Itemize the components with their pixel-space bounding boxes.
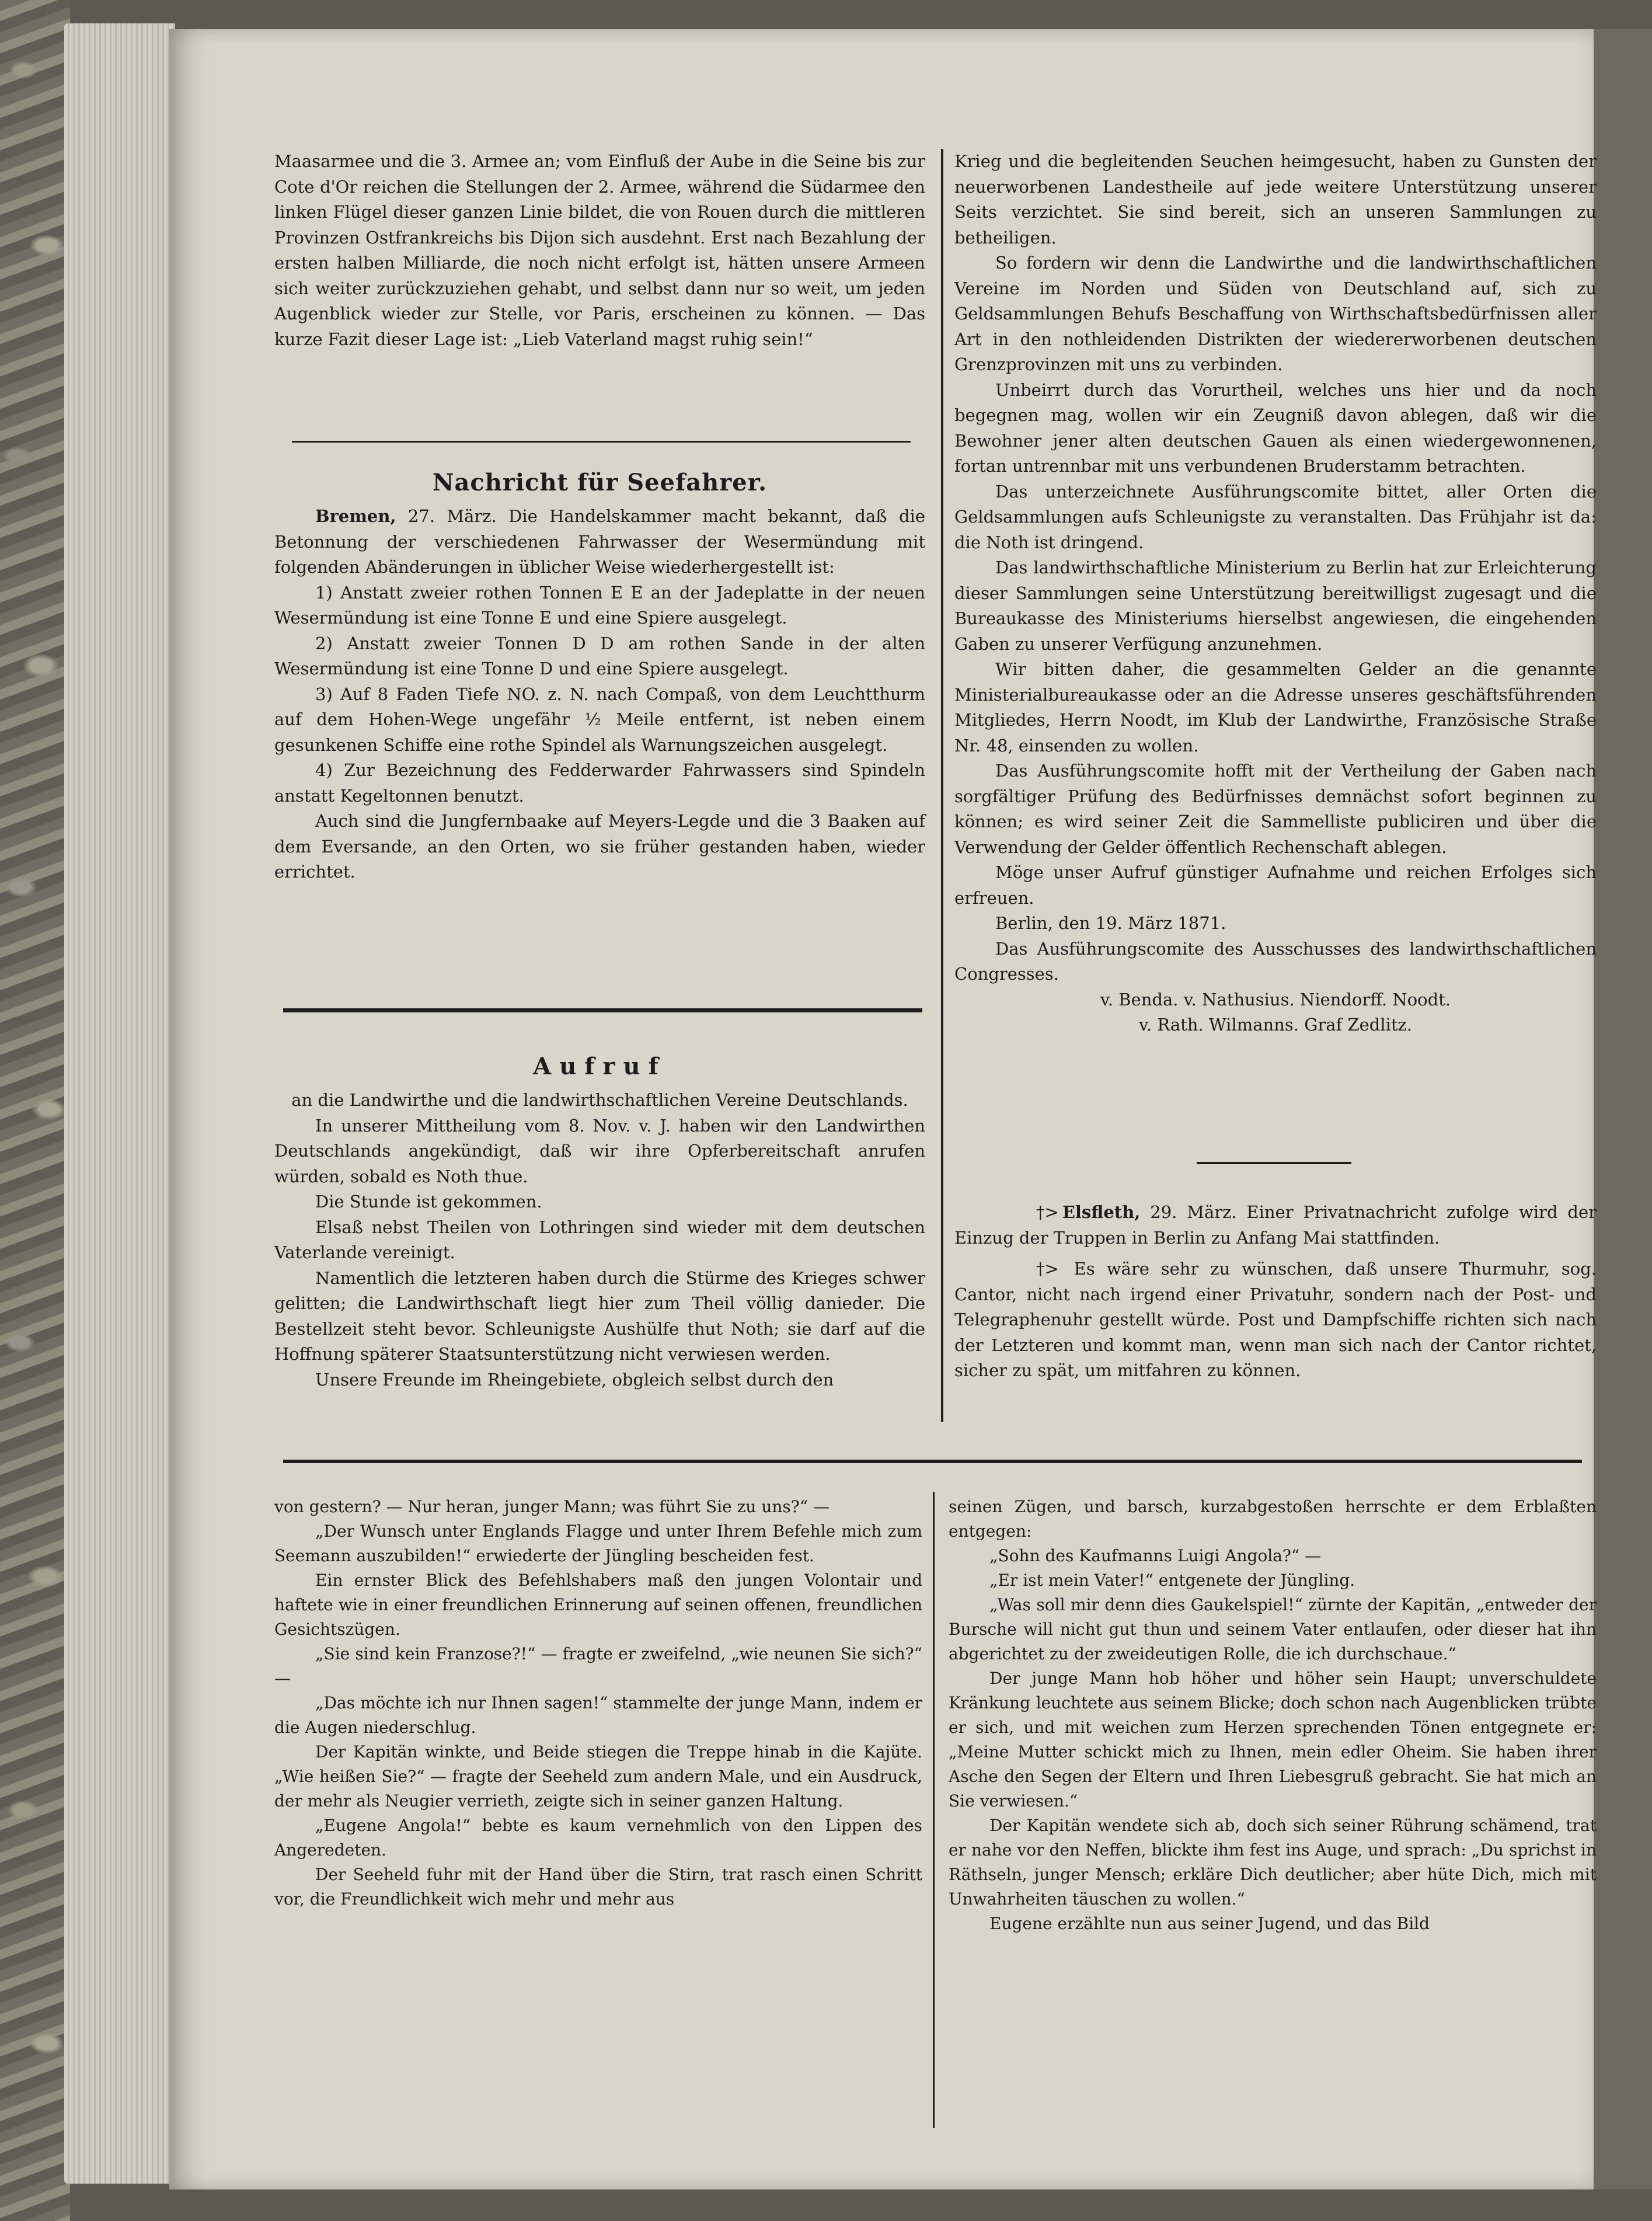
dateline-place: Bremen, bbox=[315, 506, 396, 526]
aufruf-names: v. Benda. v. Nathusius. Niendorff. Noodt. bbox=[1100, 989, 1451, 1009]
aufruf-paragraph: Namentlich die letzteren haben durch die Stürme des Krieges schwer gelitten; die Landwirthschaft liegt hier zum Theil völlig danieder. Die Bestellzeit steht bevor. Schleunigste Aushülfe thut Noth; sie darf auf die Hoffnung späterer Staatsunterstützung nicht verwiesen werden. bbox=[274, 1268, 925, 1364]
article-continuation: Maasarmee und die 3. Armee an; vom Einfluß der Aube in die Seine bis zur Cote d'Or reichen die Stellungen der 2. Armee, während die Südarmee den linken Flügel dieser ganzen Linie bildet, die von Rouen durch die mittleren Provinzen Ostfrankreichs bis Dijon sich ausdehnt. Erst nach Bezahlung der ersten halben Milliarde, die noch nicht erfolgt ist, hätten unsere Armeen sich weiter zurückzuziehen gehabt, und selbst dann nur so weit, um jeden Augenblick wieder zur Stelle, vor Paris, erscheinen zu können. — Das kurze Fazit dieser Lage ist: „Lieb Vaterland magst ruhig sein!“ bbox=[274, 151, 925, 349]
short-rule bbox=[1197, 1162, 1351, 1164]
seefahrer-item: Auch sind die Jungfernbaake auf Meyers-Legde und die 3 Baaken auf dem Eversande, an den Orten, wo sie früher gestanden haben, wieder errichtet. bbox=[274, 811, 925, 882]
seefahrer-article bbox=[274, 458, 925, 885]
feuilleton-left bbox=[274, 1495, 922, 1912]
feuilleton-paragraph: Der Kapitän wendete sich ab, doch sich seiner Rührung schämend, trat er nahe vor den Neffen, blickte ihm fest ins Auge, und sprach: „Du sprichst in Räthseln, junger Mensch; erkläre Dich deutlicher; aber hüte Dich, mich mit Unwahrheiten täuschen zu wollen.“ bbox=[949, 1816, 1597, 1909]
feuilleton-paragraph: Ein ernster Blick des Befehlshabers maß den jungen Volontair und haftete wie in einer freundlichen Erinnerung auf seinen offenen, freundlichen Gesichtszügen. bbox=[274, 1571, 922, 1639]
seefahrer-lead bbox=[274, 504, 925, 580]
feuilleton-paragraph: „Sie sind kein Franzose?!“ — fragte er zweifelnd, „wie neunen Sie sich?“ — bbox=[274, 1644, 922, 1688]
aufruf-paragraph: Das landwirthschaftliche Ministerium zu Berlin hat zur Erleichterung dieser Sammlungen seine Unterstützung bereitwilligst zugesagt und die Bureaukasse des Ministeriums hierselbst angewiesen, die eingehenden Gaben zu unserer Verfügung anzunehmen. bbox=[954, 558, 1597, 654]
feuilleton-paragraph: „Er ist mein Vater!“ entgenete der Jüngling. bbox=[989, 1571, 1355, 1590]
dagger-mark: †> bbox=[1036, 1259, 1059, 1279]
aufruf-names: v. Rath. Wilmanns. Graf Zedlitz. bbox=[1138, 1015, 1413, 1035]
feuilleton-paragraph: Der junge Mann hob höher und höher sein Haupt; unverschuldete Kränkung leuchtete aus seinem Blicke; doch schon nach Augenblicken trübte er sich, und mit weichen zum Herzen sprechenden Tönen entgegnete er: „Meine Mutter schickt mich zu Ihnen, mein edler Oheim. Sie haben ihrer Asche den Segen der Eltern und Ihren Liebesgruß gebracht. Sie hat mich an Sie verwiesen.“ bbox=[949, 1669, 1597, 1811]
dateline-text: 29. März. Einer Privatnachricht zufolge wird der Einzug der Truppen in Berlin zu Anfang Mai stattfinden. bbox=[954, 1202, 1597, 1248]
aufruf-right bbox=[954, 149, 1597, 1038]
aufruf-left bbox=[274, 1042, 925, 1393]
aufruf-paragraph: Unbeirrt durch das Vorurtheil, welches uns hier und da noch begegnen mag, wollen wir ein Zeugniß davon ablegen, daß wir die Bewohner jener alten deutschen Gauen als einen wiedergewonnenen, fortan untrennbar mit uns verbundenen Bruderstamm betrachten. bbox=[954, 380, 1597, 476]
seefahrer-item: 2) Anstatt zweier Tonnen D D am rothen Sande in der alten Wesermündung ist eine Tonne D und eine Spiere ausgelegt. bbox=[274, 633, 925, 678]
elsfleth-note: †> Es wäre sehr zu wünschen, daß unsere Thurmuhr, sog. Cantor, nicht nach irgend einer Privatuhr, sondern nach der Post- und Telegraphenuhr gestellt würde. Post und Dampfschiffe richten sich nach der Letzteren und kommt man, wenn man sich nach der Cantor richtet, sicher zu spät, um mitfahren zu können. bbox=[954, 1256, 1597, 1384]
elsfleth-article bbox=[954, 1200, 1597, 1384]
aufruf-date: Berlin, den 19. März 1871. bbox=[995, 913, 1226, 933]
section-rule bbox=[292, 441, 911, 443]
aufruf-paragraph: Das unterzeichnete Ausführungscomite bittet, aller Orten die Geldsammlungen aufs Schleunigste zu veranstalten. Das Frühjahr ist da: die Noth ist dringend. bbox=[954, 481, 1597, 552]
aufruf-headline: Aufruf bbox=[533, 1053, 667, 1080]
aufruf-paragraph: Das Ausführungscomite hofft mit der Vertheilung der Gaben nach sorgfältiger Prüfung des Bedürfnisses demnächst sofort beginnen zu können; es wird seiner Zeit die Sammelliste publiciren und über die Verwendung der Gelder öffentlich Rechenschaft ablegen. bbox=[954, 761, 1597, 857]
feuilleton-paragraph: „Der Wunsch unter Englands Flagge und unter Ihrem Befehle mich zum Seemann auszubilden!“ erwiederte der Jüngling bescheiden fest. bbox=[274, 1522, 922, 1565]
seefahrer-item: 3) Auf 8 Faden Tiefe NO. z. N. nach Compaß, von dem Leuchtthurm auf dem Hohen-Wege ungefähr ½ Meile entfernt, ist neben einem gesunkenen Schiffe eine rothe Spindel als Warnungszeichen ausgelegt. bbox=[274, 684, 925, 755]
aufruf-paragraph: Wir bitten daher, die gesammelten Gelder an die genannte Ministerialbureaukasse oder an die Adresse unseres geschäftsführenden Mitgliedes, Herrn Noodt, im Klub der Landwirthe, Französische Straße Nr. 48, einsenden zu wollen. bbox=[954, 659, 1597, 756]
elsfleth-news bbox=[954, 1200, 1597, 1251]
aufruf-subtitle: an die Landwirthe und die landwirthschaftlichen Vereine Deutschlands. bbox=[291, 1090, 908, 1110]
page-stack-edge bbox=[64, 23, 175, 2184]
feuilleton-paragraph: von gestern? — Nur heran, junger Mann; was führt Sie zu uns?“ — bbox=[274, 1497, 830, 1516]
upper-left-column bbox=[274, 149, 925, 352]
feuilleton-paragraph: „Eugene Angola!“ bebte es kaum vernehmlich von den Lippen des Angeredeten. bbox=[274, 1816, 922, 1860]
feuilleton-paragraph: Eugene erzählte nun aus seiner Jugend, und das Bild bbox=[989, 1914, 1430, 1933]
aufruf-paragraph: So fordern wir denn die Landwirthe und die landwirthschaftlichen Vereine im Norden und Süden von Deutschland auf, sich zu Geldsammlungen Behufs Beschaffung von Wirthschaftsbedürfnissen aller Art in den nothleidenden Distrikten der wiedererworbenen deutschen Grenzprovinzen mit uns zu verbinden. bbox=[954, 253, 1597, 374]
section-rule-thick bbox=[283, 1008, 922, 1012]
seefahrer-item: 4) Zur Bezeichnung des Fedderwarder Fahrwassers sind Spindeln anstatt Kegeltonnen benutzt. bbox=[274, 760, 925, 806]
marbled-book-edge bbox=[0, 0, 70, 2221]
seefahrer-headline: Nachricht für Seefahrer. bbox=[432, 469, 768, 496]
feuilleton-divider bbox=[933, 1492, 935, 2128]
dagger-mark: †> bbox=[1036, 1202, 1059, 1222]
feuilleton-paragraph: „Das möchte ich nur Ihnen sagen!“ stammelte der junge Mann, indem er die Augen niederschlug. bbox=[274, 1693, 922, 1737]
aufruf-paragraph: Krieg und die begleitenden Seuchen heimgesucht, haben zu Gunsten der neuerworbenen Landestheile auf jede weitere Unterstützung unserer Seits verzichtet. Sie sind bereit, sich an unseren Sammlungen zu betheiligen. bbox=[954, 151, 1597, 248]
book-cover-edge bbox=[1594, 29, 1652, 2189]
feuilleton-paragraph: „Sohn des Kaufmanns Luigi Angola?“ — bbox=[989, 1546, 1322, 1565]
dateline-place: Elsfleth, bbox=[1062, 1202, 1141, 1222]
aufruf-paragraph: Unsere Freunde im Rheingebiete, obgleich selbst durch den bbox=[315, 1369, 834, 1390]
seefahrer-item: 1) Anstatt zweier rothen Tonnen E E an der Jadeplatte in der neuen Wesermündung ist eine Tonne E und eine Spiere ausgelegt. bbox=[274, 582, 925, 628]
feuilleton-paragraph: seinen Zügen, und barsch, kurzabgestoßen herrschte er dem Erblaßten entgegen: bbox=[949, 1497, 1597, 1541]
aufruf-paragraph: In unserer Mittheilung vom 8. Nov. v. J. haben wir den Landwirthen Deutschlands angekündigt, daß wir ihre Opferbereitschaft anrufen würden, sobald es Noth thue. bbox=[274, 1115, 925, 1186]
aufruf-signature: Das Ausführungscomite des Ausschusses des landwirthschaftlichen Congresses. bbox=[954, 938, 1597, 984]
aufruf-paragraph: Möge unser Aufruf günstiger Aufnahme und reichen Erfolges sich erfreuen. bbox=[954, 862, 1597, 908]
feuilleton-paragraph: Der Kapitän winkte, und Beide stiegen die Treppe hinab in die Kajüte. „Wie heißen Sie?“ — fragte der Seeheld zum andern Male, und ein Ausdruck, der mehr als Neugier verrieth, zeigte sich in seiner ganzen Haltung. bbox=[274, 1742, 922, 1811]
column-divider bbox=[941, 149, 943, 1422]
aufruf-paragraph: Elsaß nebst Theilen von Lothringen sind wieder mit dem deutschen Vaterlande vereinigt. bbox=[274, 1217, 925, 1262]
feuilleton-right bbox=[949, 1495, 1597, 1936]
aufruf-paragraph: Die Stunde ist gekommen. bbox=[315, 1192, 542, 1212]
feuilleton-paragraph: „Was soll mir denn dies Gaukelspiel!“ zürnte der Kapitän, „entweder der Bursche will nicht gut thun und seinem Vater entlaufen, oder dieser hat ihn abgerichtet zu der zweideutigen Rolle, die ich durchschaue.“ bbox=[949, 1595, 1597, 1663]
feuilleton-rule bbox=[283, 1460, 1582, 1463]
dateline-text: 27. März. Die Handelskammer macht bekannt, daß die Betonnung der verschiedenen Fahrwasser der Wesermündung mit folgenden Abänderungen in üblicher Weise wiederhergestellt ist: bbox=[274, 506, 925, 577]
feuilleton-paragraph: Der Seeheld fuhr mit der Hand über die Stirn, trat rasch einen Schritt vor, die Freundlichkeit wich mehr und mehr aus bbox=[274, 1865, 922, 1909]
